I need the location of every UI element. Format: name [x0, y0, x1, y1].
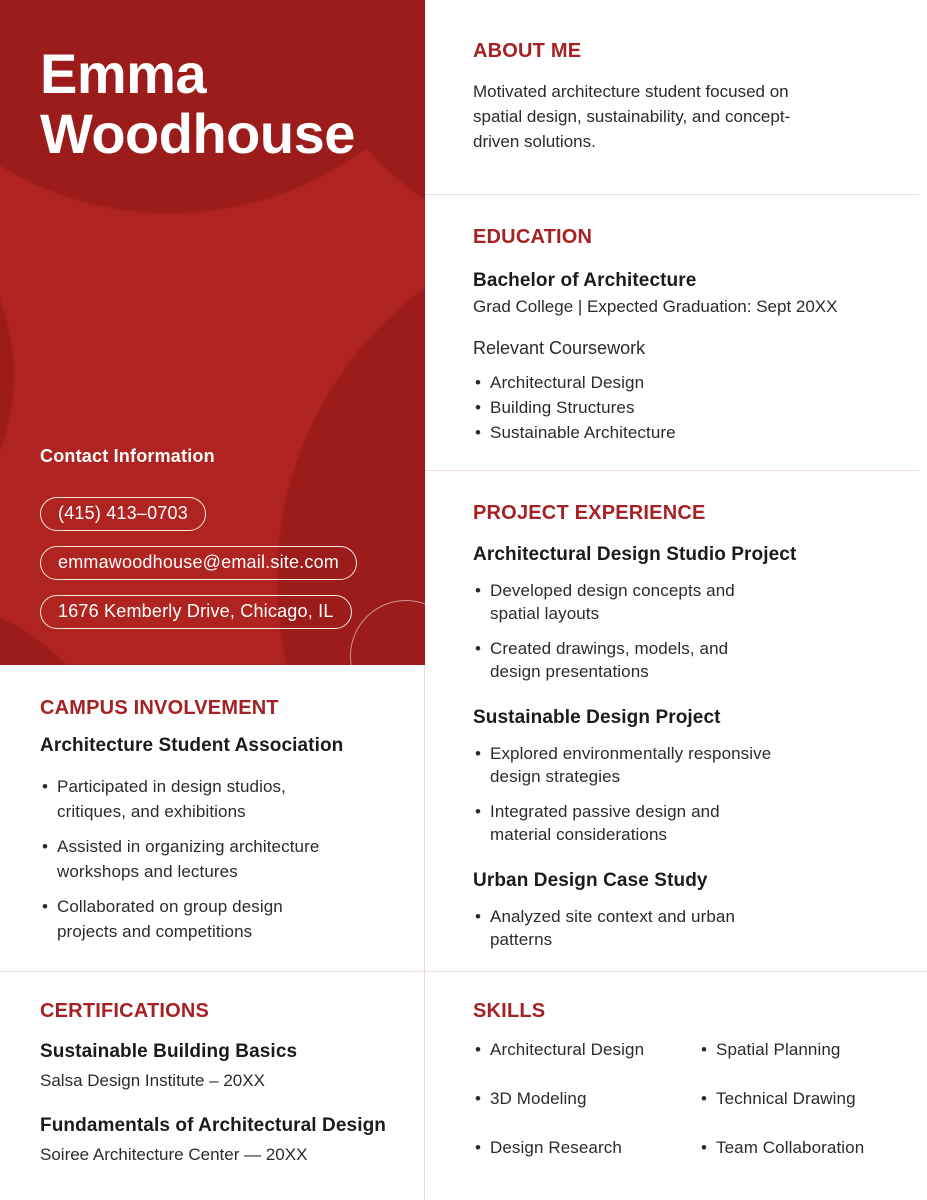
list-item: • Architectural Design: [473, 372, 893, 394]
skills-column-right: [699, 1038, 913, 1185]
divider-after-about: [425, 194, 919, 195]
address-pill[interactable]: 1676 Kemberly Drive, Chicago, IL: [40, 595, 352, 629]
project-item: [473, 544, 903, 683]
projects-heading: PROJECT EXPERIENCE: [473, 502, 706, 524]
certification-title: Fundamentals of Architectural Design: [40, 1115, 387, 1136]
project-item: [473, 707, 903, 846]
vertical-column-divider: [424, 665, 425, 1200]
project-title: Urban Design Case Study: [473, 870, 708, 891]
list-item: • Created drawings, models, and design presentations: [473, 637, 773, 683]
list-item: • Analyzed site context and urban patterns: [473, 905, 773, 951]
phone-pill[interactable]: (415) 413–0703: [40, 497, 206, 531]
certifications-heading: CERTIFICATIONS: [40, 1000, 210, 1022]
section-skills: [473, 1000, 913, 1185]
certification-item: [40, 1115, 410, 1167]
list-item: • 3D Modeling: [473, 1087, 699, 1111]
about-heading: ABOUT ME: [473, 40, 582, 62]
education-heading: EDUCATION: [473, 226, 593, 248]
person-first-name: Emma: [40, 42, 207, 105]
skills-columns: [473, 1038, 913, 1185]
project-title: Sustainable Design Project: [473, 707, 721, 728]
coursework-label: Relevant Coursework: [473, 338, 646, 358]
list-item: • Assisted in organizing architecture workshops and lectures: [40, 834, 325, 884]
campus-bullet-list: [40, 774, 325, 944]
project-item: [473, 870, 903, 951]
list-item: • Participated in design studios, critiques, and exhibitions: [40, 774, 325, 824]
list-item: • Building Structures: [473, 397, 893, 419]
section-campus-involvement: [40, 697, 390, 954]
list-item: • Architectural Design: [473, 1038, 699, 1062]
email-pill[interactable]: emmawoodhouse@email.site.com: [40, 546, 357, 580]
list-item: • Spatial Planning: [699, 1038, 913, 1062]
certification-item: [40, 1041, 410, 1093]
about-text: Motivated architecture student focused on spatial design, sustainability, and concept-driven solutions.: [473, 82, 791, 151]
divider-bottom-sections: [0, 971, 927, 972]
list-item: • Design Research: [473, 1136, 699, 1160]
education-degree: Bachelor of Architecture: [473, 270, 697, 291]
certification-meta: Soiree Architecture Center — 20XX: [40, 1145, 308, 1164]
coursework-list: [473, 372, 893, 444]
list-item: • Integrated passive design and material considerations: [473, 800, 773, 846]
list-item: • Developed design concepts and spatial layouts: [473, 579, 773, 625]
project-bullet-list: [473, 742, 773, 846]
divider-after-education: [425, 470, 919, 471]
section-education: [473, 226, 893, 447]
project-bullet-list: [473, 905, 773, 951]
project-title: Architectural Design Studio Project: [473, 544, 797, 565]
list-item: • Sustainable Architecture: [473, 422, 893, 444]
section-about: [473, 40, 893, 154]
list-item: • Collaborated on group design projects and competitions: [40, 894, 325, 944]
sidebar-panel: [0, 0, 425, 665]
certification-meta: Salsa Design Institute – 20XX: [40, 1071, 265, 1090]
contact-heading: Contact Information: [40, 446, 215, 466]
skills-heading: SKILLS: [473, 1000, 546, 1022]
person-name: [40, 44, 355, 164]
certification-title: Sustainable Building Basics: [40, 1041, 298, 1062]
contact-section: [40, 446, 357, 644]
section-projects: [473, 502, 903, 963]
section-certifications: [40, 1000, 410, 1167]
person-last-name: Woodhouse: [40, 102, 355, 165]
campus-org: Architecture Student Association: [40, 735, 344, 756]
contact-pill-list: [40, 497, 357, 629]
campus-heading: CAMPUS INVOLVEMENT: [40, 697, 279, 719]
list-item: • Explored environmentally responsive design strategies: [473, 742, 773, 788]
education-meta: Grad College | Expected Graduation: Sept 20XX: [473, 297, 838, 316]
list-item: • Technical Drawing: [699, 1087, 913, 1111]
skills-column-left: [473, 1038, 699, 1185]
list-item: • Team Collaboration: [699, 1136, 913, 1160]
project-bullet-list: [473, 579, 773, 683]
decorative-ring: [350, 600, 425, 665]
